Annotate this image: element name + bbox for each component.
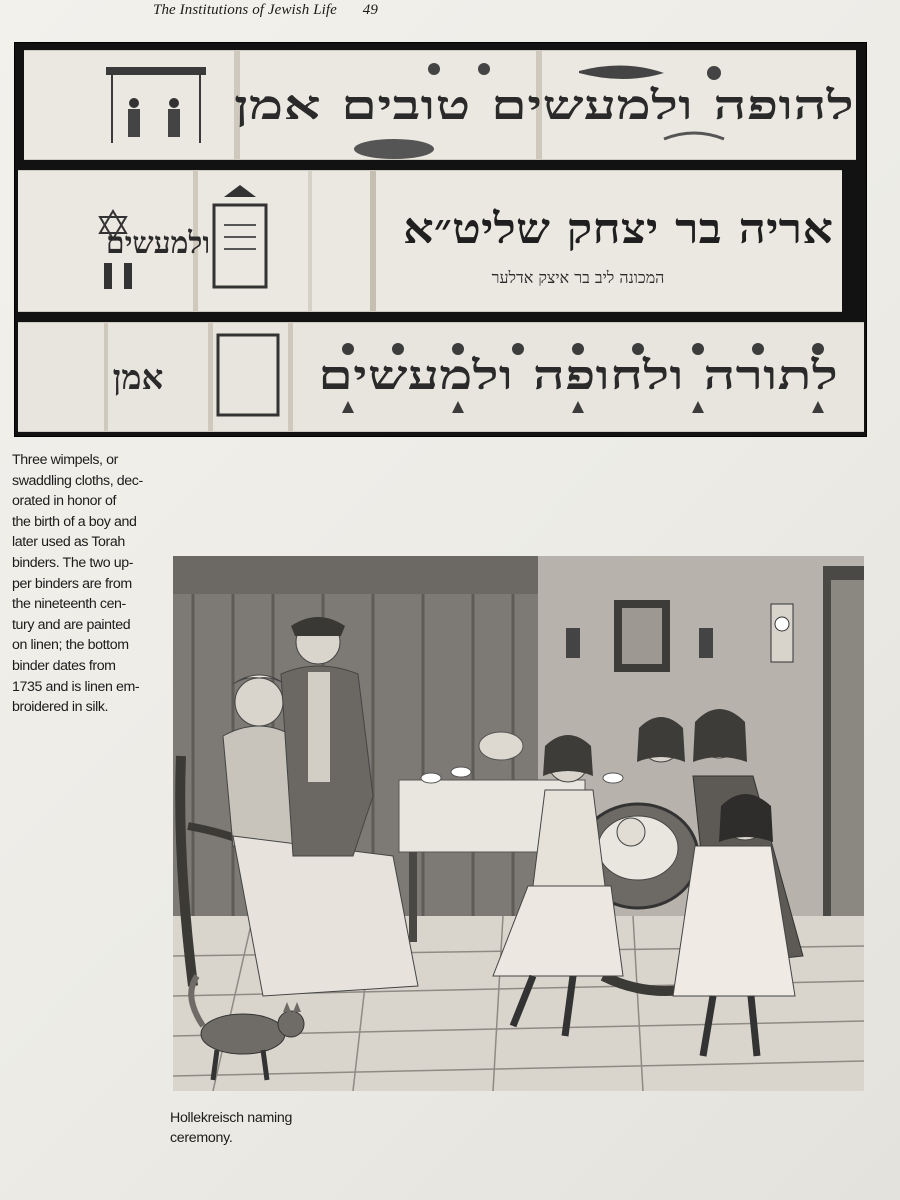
caption-line: binders. The two up- xyxy=(12,554,134,571)
wimpel-binder-middle xyxy=(18,170,842,312)
wimpel-binder-bottom xyxy=(18,322,864,432)
band-2-inscription: אריה בר יצחק שליט״א xyxy=(403,204,833,253)
wimpels-photograph xyxy=(14,42,867,437)
running-head xyxy=(153,2,378,19)
page-number: 49 xyxy=(362,2,378,18)
illustration-caption xyxy=(170,1108,292,1148)
caption-line: swaddling cloths, dec- xyxy=(12,472,143,489)
caption-line: the birth of a boy and xyxy=(12,513,137,530)
caption-line: 1735 and is linen em- xyxy=(12,678,140,695)
caption-line: the nineteenth cen- xyxy=(12,596,126,613)
caption-line: ceremony. xyxy=(170,1130,233,1146)
svg-text:ולמעשים: ולמעשים xyxy=(105,226,211,261)
caption-line: per binders are from xyxy=(12,575,132,592)
band-3-inscription: לתורה ולחופה ולמעשים xyxy=(318,352,838,399)
caption-line: tury and are painted xyxy=(12,616,131,633)
running-title: The Institutions of Jewish Life xyxy=(153,2,337,18)
caption-line: Hollekreisch naming xyxy=(170,1110,293,1126)
caption-line: orated in honor of xyxy=(12,493,117,510)
svg-text:אמן: אמן xyxy=(112,358,164,398)
band-2-subtitle: המכונה ליב בר איצק אדלער xyxy=(491,268,665,287)
wimpel-binder-top xyxy=(24,50,856,160)
hollekreisch-illustration xyxy=(173,556,864,1091)
caption-line: binder dates from xyxy=(12,657,116,674)
wimpel-caption xyxy=(12,450,162,718)
band-1-inscription: להופה ולמעשים טובים אמן xyxy=(234,82,854,129)
caption-line: on linen; the bottom xyxy=(12,637,129,654)
caption-line: Three wimpels, or xyxy=(12,452,118,468)
caption-line: later used as Torah xyxy=(12,534,125,551)
caption-line: broidered in silk. xyxy=(12,699,109,716)
